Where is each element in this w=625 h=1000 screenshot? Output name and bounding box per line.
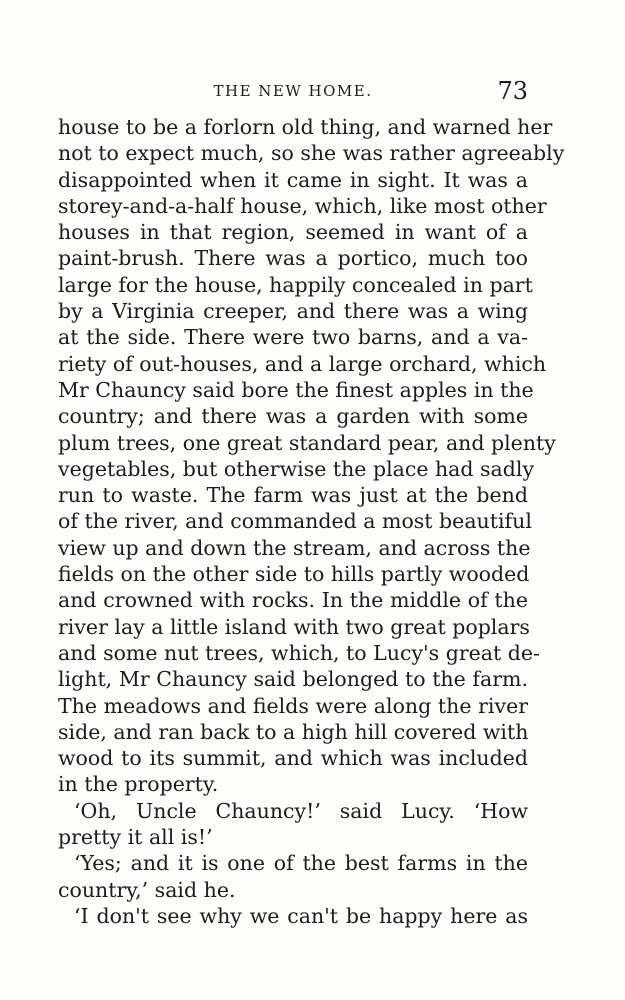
body-text (58, 114, 565, 929)
text-line: houses in that region, seemed in want of a (58, 220, 528, 245)
text-line: ‘Oh, Uncle Chauncy!’ said Lucy. ‘How (74, 798, 528, 823)
text-line: and some nut trees, which, to Lucy's great de- (58, 640, 540, 665)
text-line: wood to its summit, and which was included (58, 746, 528, 771)
text-line: riety of out-houses, and a large orchard, which (58, 351, 547, 376)
text-line: run to waste. The farm was just at the bend (58, 483, 528, 508)
text-line: disappointed when it came in sight. It was a (58, 167, 528, 192)
text-line: not to expect much, so she was rather agreeably (58, 141, 565, 166)
text-line: Mr Chauncy said bore the finest apples in the (58, 377, 534, 402)
text-line: at the side. There were two barns, and a va- (58, 325, 528, 350)
page-number: 73 (497, 77, 528, 105)
text-line: paint-brush. There was a portico, much too (58, 246, 528, 271)
text-line: country; and there was a garden with some (58, 404, 528, 429)
text-line: fields on the other side to hills partly wooded (58, 562, 530, 587)
text-line: vegetables, but otherwise the place had sadly (58, 456, 535, 481)
text-line: large for the house, happily concealed in part (58, 272, 533, 297)
text-line: house to be a forlorn old thing, and warned her (58, 115, 553, 139)
text-line: country,’ said he. (58, 877, 236, 902)
running-title: THE NEW HOME. (213, 82, 373, 100)
text-line: view up and down the stream, and across the (58, 535, 531, 560)
text-line: by a Virginia creeper, and there was a wing (58, 299, 528, 324)
text-line: side, and ran back to a high hill covered with (58, 719, 529, 744)
text-line: pretty it all is!’ (58, 825, 213, 850)
text-line: river lay a little island with two great poplars (58, 614, 530, 639)
running-head (58, 76, 528, 106)
text-line: The meadows and fields were along the river (58, 693, 528, 718)
text-line: ‘Yes; and it is one of the best farms in the (74, 851, 528, 876)
text-line: ‘I don't see why we can't be happy here as (74, 903, 528, 928)
text-line: plum trees, one great standard pear, and plenty (58, 430, 556, 455)
text-line: and crowned with rocks. In the middle of the (58, 588, 528, 613)
text-line: of the river, and commanded a most beautiful (58, 509, 532, 534)
text-line: in the property. (58, 772, 219, 797)
text-line: storey-and-a-half house, which, like most other (58, 193, 547, 218)
text-line: light, Mr Chauncy said belonged to the farm. (58, 667, 528, 692)
